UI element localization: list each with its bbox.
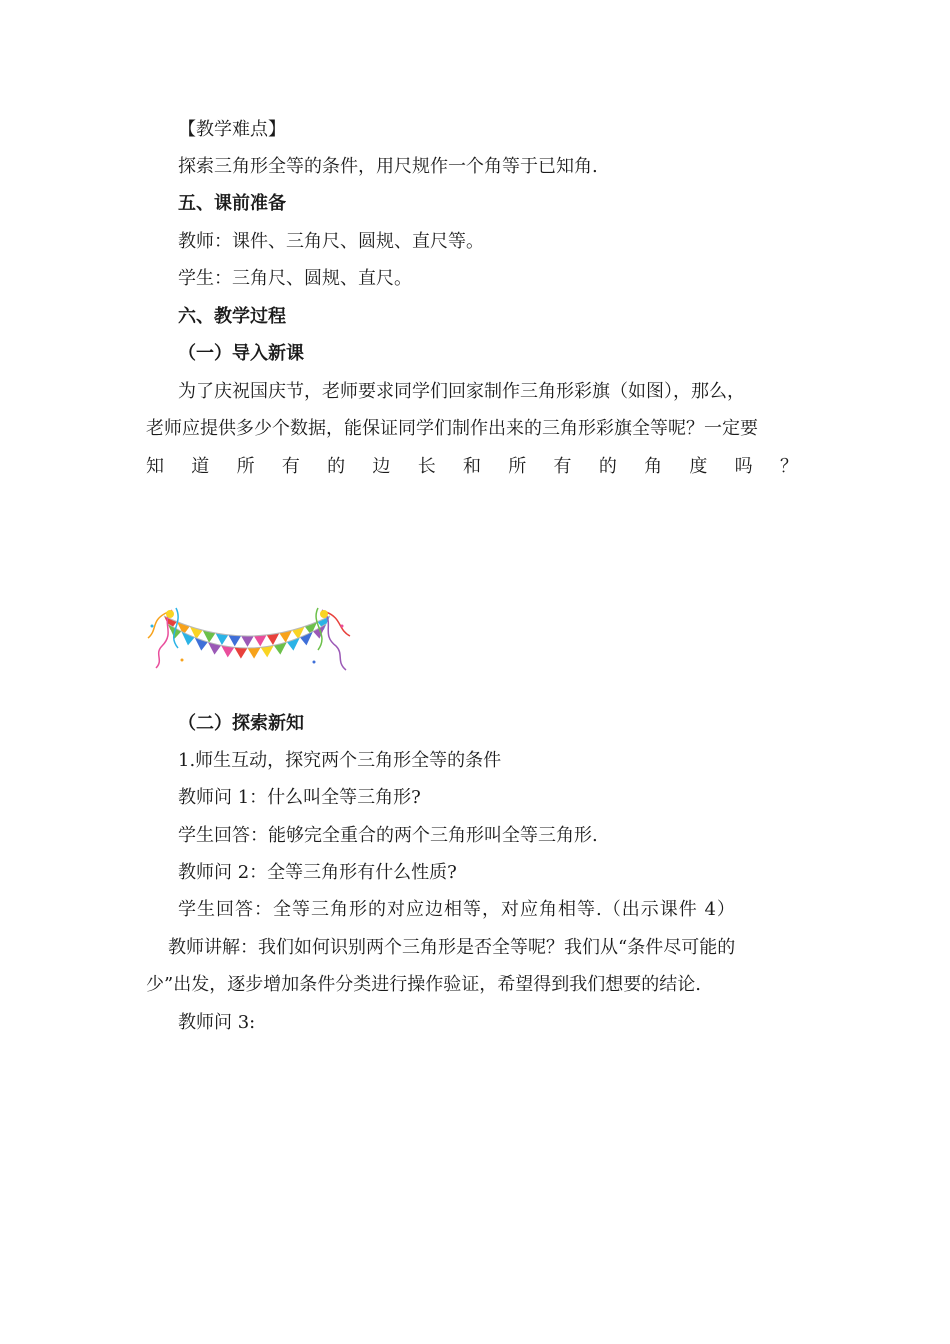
intro-line-3-char: 的 [598, 456, 617, 477]
confetti [181, 659, 184, 662]
bunting-string-1 [164, 616, 330, 636]
intro-line-2: 老师应提供多少个数据，能保证同学们制作出来的三角形彩旗全等呢？一定要 [146, 418, 758, 439]
intro-line-3-char: 所 [236, 456, 255, 477]
teacher-explain-2: 少”出发，逐步增加条件分类进行操作验证，希望得到我们想要的结论. [146, 974, 701, 995]
section5-heading: 五、课前准备 [178, 193, 286, 214]
explore-item-1: 1.师生互动，探究两个三角形全等的条件 [178, 750, 502, 771]
intro-line-1: 为了庆祝国庆节，老师要求同学们回家制作三角形彩旗（如图），那么， [178, 381, 745, 402]
intro-line-3-char: 道 [191, 456, 210, 477]
intro-line-3-char: 度 [689, 456, 708, 477]
intro-line-3-char: 吗 [734, 456, 753, 477]
knot-right [320, 610, 328, 618]
bunting-flag [228, 635, 241, 646]
section6-heading: 六、教学过程 [178, 306, 286, 327]
teacher-explain-1: 教师讲解：我们如何识别两个三角形是否全等呢？我们从“条件尽可能的 [168, 937, 736, 958]
student-prep: 学生：三角尺、圆规、直尺。 [178, 268, 412, 289]
intro-line-3-char: 有 [553, 456, 572, 477]
bunting-flag [241, 636, 254, 647]
streamer-right-3 [326, 612, 350, 636]
bunting-flag [254, 635, 267, 646]
intro-line-3-char: 和 [462, 456, 481, 477]
bunting-flag [181, 631, 194, 645]
student-answer-2: 学生回答：全等三角形的对应边相等，对应角相等.（出示课件 4） [178, 899, 736, 920]
bunting-flag [234, 647, 247, 658]
part2-heading: （二）探索新知 [178, 713, 304, 734]
bunting-flag [248, 647, 261, 658]
confetti [313, 661, 316, 664]
intro-line-3-char: 边 [372, 456, 391, 477]
student-answer-1: 学生回答：能够完全重合的两个三角形叫全等三角形. [178, 825, 598, 846]
intro-line-3-char: 有 [281, 456, 300, 477]
intro-line-3-char: 知 [146, 456, 164, 477]
part1-heading: （一）导入新课 [178, 343, 304, 364]
intro-line-3-char: ？ [779, 456, 798, 477]
knot-left [166, 610, 174, 618]
confetti [341, 625, 344, 628]
intro-line-3-char: 的 [327, 456, 346, 477]
intro-line-3-char: 角 [644, 456, 663, 477]
teacher-question-2: 教师问 2：全等三角形有什么性质? [178, 862, 457, 883]
bunting-flag [300, 631, 313, 645]
difficulty-heading: 【教学难点】 [178, 119, 286, 140]
teacher-question-1: 教师问 1：什么叫全等三角形? [178, 787, 421, 808]
teacher-prep: 教师：课件、三角尺、圆规、直尺等。 [178, 231, 484, 252]
teacher-question-3: 教师问 3: [178, 1012, 256, 1033]
intro-line-3 [146, 455, 798, 479]
confetti [151, 625, 154, 628]
intro-line-3-char: 所 [508, 456, 527, 477]
difficulty-text: 探索三角形全等的条件，用尺规作一个角等于已知角. [178, 156, 598, 177]
bunting-image [142, 598, 354, 674]
intro-line-3-char: 长 [417, 456, 436, 477]
